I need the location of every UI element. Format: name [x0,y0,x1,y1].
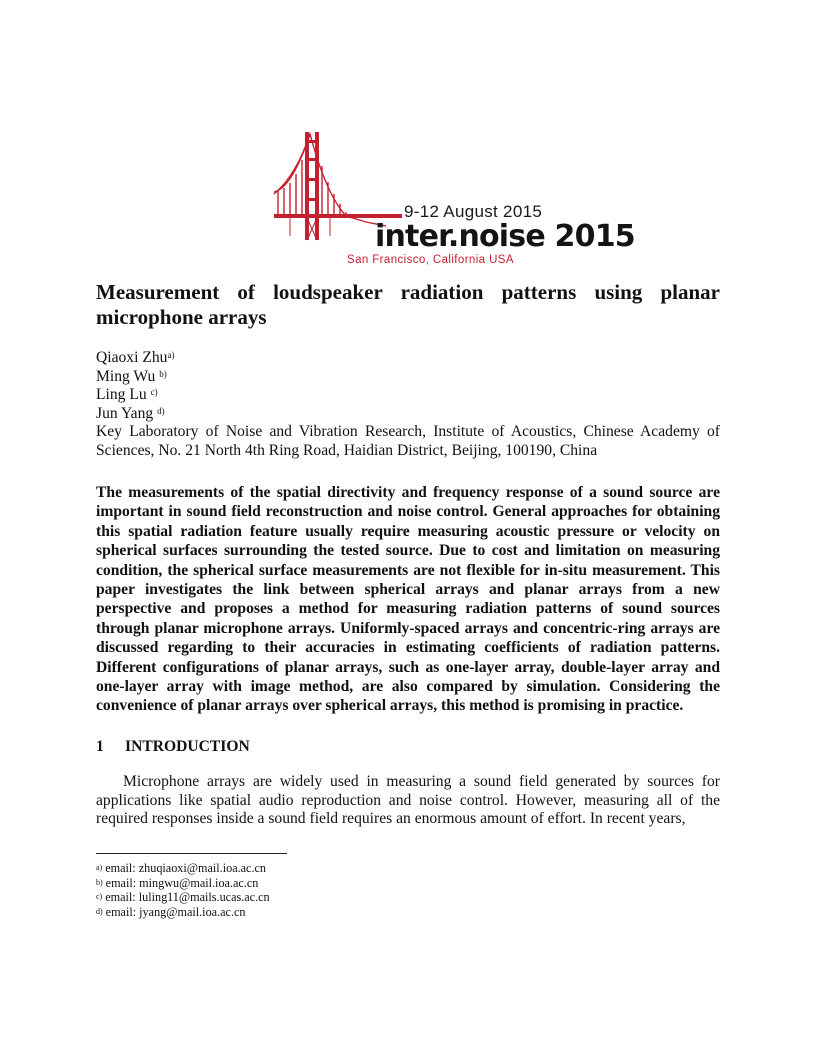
author-line [96,386,720,405]
footnote [96,905,270,920]
author-line [96,405,720,424]
footnotes [96,861,270,919]
section-number: 1 [96,738,104,755]
intro-paragraph: Microphone arrays are widely used in measuring a sound field generated by sources for applications like spatial audio reproduction and noise control. However, measuring all of the required responses inside a sound field requires an enormous amount of effort. In recent years, [96,773,720,828]
author-mark: b) [159,368,167,379]
footnote-mark: b) [96,877,103,887]
author-block [96,349,720,460]
section-title: INTRODUCTION [125,738,250,755]
author-name: Jun Yang [96,404,154,422]
footnote-text: email: zhuqiaoxi@mail.ioa.ac.cn [105,861,267,875]
paper-title: Measurement of loudspeaker radiation patterns using planar microphone arrays [96,280,720,329]
footnote [96,890,270,905]
author-name: Ming Wu [96,367,156,385]
author-mark: a) [167,350,175,360]
section-heading [96,738,250,756]
author-name: Ling Lu [96,386,147,403]
conference-date: 9-12 August 2015 [404,202,543,221]
conference-location: San Francisco, California USA [347,254,514,266]
abstract: The measurements of the spatial directivity and frequency response of a sound source are important in sound field reconstruction and noise control. General approaches for obtaining this spatial radiation feature usually require measuring acoustic pressure or velocity on spherical surfaces surrounding the tested source. Due to cost and limitation on measuring condition, the spherical surface measurements are not flexible for in-situ measurement. This paper investigates the link between spherical arrays and planar arrays from a new perspective and proposes a method for measuring radiation patterns of sound sources through planar microphone arrays. Uniformly-spaced arrays and concentric-ring arrays are discussed regarding to their accuracies in estimating coefficients of radiation patterns. Different configurations of planar arrays, such as one-layer array, double-layer array and one-layer array with image method, are also compared by simulation. Considering the convenience of planar arrays over spherical arrays, this method is promising in practice. [96,484,720,715]
author-mark: c) [150,387,158,397]
footnote [96,861,270,876]
conference-brand: inter.noise 2015 [375,219,635,254]
footnote [96,876,270,891]
author-line [96,368,720,387]
author-line [96,349,720,368]
affiliation: Key Laboratory of Noise and Vibration Research, Institute of Acoustics, Chinese Academy of Sciences, No. 21 North 4th Ring Road, Haidian District, Beijing, 100190, China [96,423,720,459]
conference-logo [270,128,635,268]
footnote-mark: c) [96,892,103,901]
author-mark: d) [157,405,165,416]
footnote-text: email: luling11@mails.ucas.ac.cn [105,890,270,904]
footnote-mark: a) [96,863,103,872]
author-name: Qiaoxi Zhu [96,349,168,366]
footnote-mark: d) [96,906,103,916]
footnote-text: email: mingwu@mail.ioa.ac.cn [105,875,259,890]
footnote-text: email: jyang@mail.ioa.ac.cn [105,904,246,919]
footnote-divider [96,853,287,854]
